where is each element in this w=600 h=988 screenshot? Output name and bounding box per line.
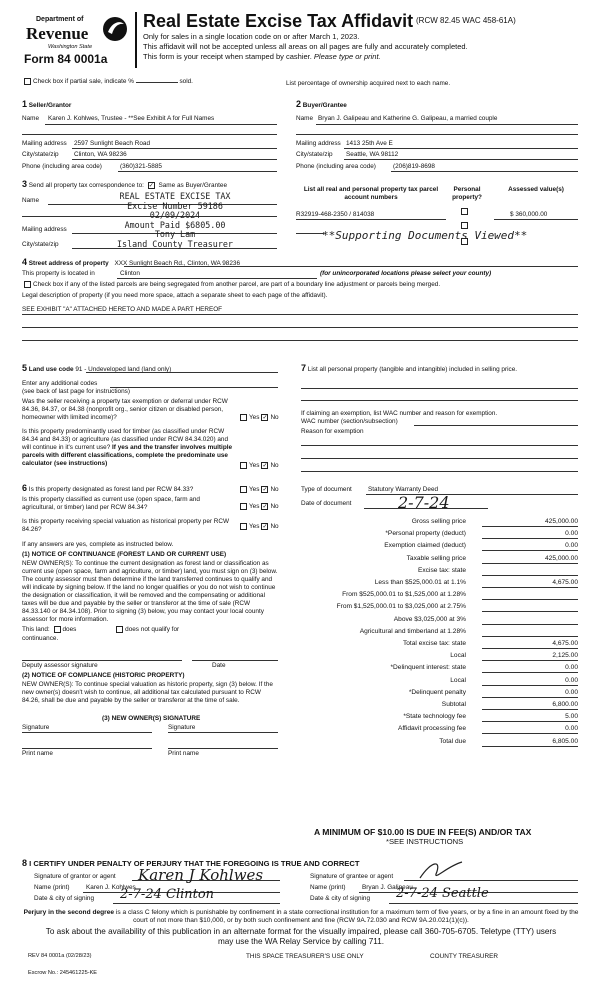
- historic-q: Is this property receiving special valuation as historical property per RCW 84.26?: [22, 518, 230, 533]
- tax-row: [301, 529, 578, 541]
- tax-row: [301, 615, 578, 627]
- any-yes: If any answers are yes, complete as instructed below.: [22, 541, 174, 548]
- tax-label: Affidavit processing fee: [397, 725, 466, 733]
- tax-label: From $1,525,000.01 to $3,025,000 at 2.75%: [336, 603, 466, 611]
- tax-value[interactable]: 0.00: [482, 688, 578, 698]
- current-use-q: Is this property classified as current use (open space, farm and agricultural, or timber) land per RCW 84.34?: [22, 496, 200, 511]
- same-as-buyer-checkbox[interactable]: ✓: [148, 182, 154, 189]
- q4-no[interactable]: ✓: [262, 504, 268, 510]
- street-value[interactable]: XXX Sunlight Beach Rd., Clinton, WA 98236: [114, 260, 241, 267]
- legal-value[interactable]: SEE EXHIBIT "A" ATTACHED HERETO AND MADE A PART HEREOF: [22, 306, 223, 313]
- tax-label: Excise tax: state: [417, 566, 466, 574]
- street-heading: 4 Street address of property XXX Sunlight Beach Rd., Clinton, WA 98236: [22, 257, 241, 267]
- tax-row: [301, 688, 578, 700]
- segregate-note: Check box if any of the listed parcels are being segregated from another parcel, are part of a boundary line adjustment or parcels being merged.: [22, 281, 578, 289]
- tax-row: [301, 517, 578, 529]
- buyer-heading: 2 Buyer/Grantee: [296, 99, 347, 109]
- located-label: This property is located in: [22, 270, 95, 277]
- tax-label: Total excise tax: state: [402, 640, 466, 647]
- tax-row: [301, 639, 578, 651]
- tax-label: Taxable selling price: [406, 554, 466, 562]
- tax-row: [301, 590, 578, 602]
- swoosh-icon: [102, 14, 128, 44]
- subtitle-3a: This form is your receipt when stamped by cashier.: [143, 52, 312, 61]
- continuance: continuance.: [22, 635, 59, 642]
- sig-label: Signature: [22, 724, 50, 731]
- personal-checkbox[interactable]: [461, 208, 468, 215]
- notice3-heading: (3) NEW OWNER(S) SIGNATURE: [102, 715, 201, 722]
- see-instructions: *SEE INSTRUCTIONS: [386, 837, 464, 846]
- tax-value[interactable]: 0.00: [482, 541, 578, 551]
- tax-row: [301, 663, 578, 675]
- header-divider: [135, 12, 137, 68]
- stamp-line: REAL ESTATE EXCISE TAX: [119, 191, 231, 201]
- add-codes-note: (see back of last page for instructions): [22, 388, 130, 395]
- grantor-date: 2-7-24 Clinton: [120, 887, 215, 902]
- q4-yes[interactable]: [240, 503, 247, 510]
- grantor-signature: Karen J Kohlwes: [138, 866, 264, 884]
- notice2-heading: (2) NOTICE OF COMPLIANCE (HISTORIC PROPERTY): [22, 672, 185, 679]
- treasurer-use-only: THIS SPACE TREASURER'S USE ONLY: [246, 953, 364, 960]
- tax-label: Above $3,025,000 at 3%: [393, 615, 466, 623]
- q1-no[interactable]: ✓: [262, 415, 268, 421]
- tax-label: *State technology fee: [403, 713, 466, 721]
- county-treasurer: COUNTY TREASURER: [430, 953, 498, 960]
- seller-mail[interactable]: 2597 Sunlight Beach Road: [74, 140, 151, 147]
- tax-row: [301, 566, 578, 578]
- tax-value[interactable]: 425,000.00: [482, 517, 578, 527]
- tax-label: Exemption claimed (deduct): [384, 542, 466, 550]
- q1-yesno: Yes ✓ No: [238, 414, 279, 422]
- q3-yes[interactable]: [240, 486, 247, 493]
- seller-heading: 1 Seller/Grantor: [22, 99, 72, 109]
- corr-name-label: Name: [22, 197, 40, 204]
- seller-mail-label: Mailing address: [22, 140, 67, 147]
- seller-name-label: Name: [22, 115, 40, 122]
- personal-head: Personal property?: [452, 186, 482, 201]
- subtitle-1: Only for sales in a single location code on or after March 1, 2023.: [143, 32, 360, 41]
- tax-label: Agricultural and timberland at 1.28%: [359, 627, 466, 635]
- buyer-name[interactable]: Bryan J. Galipeau and Katherine G. Galipeau, a married couple: [318, 115, 498, 122]
- sig-label: Signature: [168, 724, 196, 731]
- q4-yesno: Yes ✓ No: [238, 503, 279, 511]
- certify-heading: 8 I CERTIFY UNDER PENALTY OF PERJURY THAT THE FOREGOING IS TRUE AND CORRECT: [22, 858, 360, 868]
- perjury-note: Perjury in the second degree is a class C felony which is punishable by confinement in a state correctional institution for a maximum term of five years, or by a fine in an amount fixed by the court of not more than $10,000, or by both such confinement and fine (RCW 9A.72.030 and RCW 9A.20.021(1)(c)).: [23, 909, 579, 924]
- doc-date-label: Date of document: [301, 500, 352, 507]
- dept-label: Department of: [36, 16, 84, 23]
- parcel-number[interactable]: R32919-468-2350 / 814038: [296, 211, 375, 218]
- landuse-value[interactable]: 91 - Undeveloped land (land only): [75, 366, 172, 373]
- located-value[interactable]: Clinton: [120, 270, 140, 277]
- tax-label: *Delinquent interest: state: [390, 664, 466, 672]
- tax-value[interactable]: 0.00: [482, 529, 578, 539]
- assessed-head: Assessed value(s): [508, 186, 564, 193]
- tax-label: From $525,000.01 to $1,525,000 at 1.28%: [342, 591, 466, 599]
- seller-name[interactable]: Karen J. Kohlwes, Trustee - **See Exhibit A for Full Names: [48, 115, 215, 122]
- grantee-date: 2-7-24 Seattle: [396, 886, 489, 901]
- tax-label: Local: [450, 676, 466, 684]
- alt-format-note: To ask about the availability of this publication in an alternate format for the visually impaired, please call 360-705-6705. Teletype (TTY) users may use the WA Relay Service by calling 711.: [45, 927, 557, 946]
- uninc-note: (for unincorporated locations please select your county): [320, 270, 492, 277]
- sold-label: sold.: [179, 78, 193, 86]
- tax-label: Less than $525,000.01 at 1.1%: [374, 579, 466, 586]
- does-checkbox[interactable]: [54, 626, 61, 633]
- tax-row: [301, 627, 578, 639]
- stamp-line: Excise Number 59186: [127, 200, 223, 211]
- grantor-name-label: Name (print): [34, 884, 70, 891]
- q3-no[interactable]: ✓: [262, 487, 268, 493]
- tax-row: [301, 712, 578, 724]
- tax-row: [301, 578, 578, 590]
- buyer-phone-label: Phone (including area code): [296, 163, 376, 170]
- tax-row: [301, 651, 578, 663]
- tax-row: [301, 737, 578, 749]
- rcw-ref: (RCW 82.45 WAC 458-61A): [416, 16, 516, 25]
- q1-yes[interactable]: [240, 414, 247, 421]
- seller-city-label: City/state/zip: [22, 151, 59, 158]
- tax-label: Gross selling price: [411, 518, 466, 525]
- tax-label: Total due: [439, 737, 466, 745]
- doc-type-label: Type of document: [301, 486, 352, 493]
- tax-value[interactable]: 0.00: [482, 676, 578, 686]
- tax-label: Subtotal: [441, 701, 466, 708]
- stamp-line: Amount Paid $6805.00: [124, 219, 226, 230]
- does-not-checkbox[interactable]: [116, 626, 123, 633]
- tax-label: *Delinquent penalty: [408, 688, 466, 696]
- q2-no[interactable]: ✓: [262, 463, 268, 469]
- buyer-mail-label: Mailing address: [296, 140, 341, 147]
- notice1-heading: (1) NOTICE OF CONTINUANCE (FOREST LAND OR CURRENT USE): [22, 551, 227, 558]
- q2-yes[interactable]: [240, 462, 247, 469]
- deputy-sig: Deputy assessor signature: [22, 662, 98, 669]
- add-codes: Enter any additional codes: [22, 380, 98, 387]
- buyer-city[interactable]: Seattle, WA 98112: [346, 151, 399, 158]
- minimum-note: A MINIMUM OF $10.00 IS DUE IN FEE(S) AND/OR TAX: [314, 827, 532, 837]
- grantor-sig-label: Signature of grantor or agent: [34, 873, 116, 880]
- corr-city-label: City/state/zip: [22, 241, 59, 248]
- exemption-question: Was the seller receiving a property tax exemption or deferral under RCW 84.36, 84.37, or 84.38 (nonprofit org., senior citizen or disabled person, homeowner with limited income)?: [22, 398, 228, 421]
- tax-value[interactable]: 4,675.00: [482, 578, 578, 588]
- tax-value[interactable]: 6,800.00: [482, 700, 578, 710]
- tax-row: [301, 700, 578, 712]
- tax-row: [301, 554, 578, 566]
- exemption-label: If claiming an exemption, list WAC number and reason for exemption.: [301, 410, 498, 417]
- print-label: Print name: [22, 750, 53, 757]
- grantor-name[interactable]: Karen J. Kohlwes: [86, 884, 136, 891]
- landuse-heading: 5 Land use code 91 - Undeveloped land (land only): [22, 363, 172, 373]
- subtitle-3: [143, 53, 381, 61]
- notice2-text: NEW OWNER(S): To continue special valuation as historic property, sign (3) below. If the new owner(s) doesn't wish to continue, all additional tax calculated pursuant to RCW 84.26, shall be due and payable by the seller or transferor at the time of sale.: [22, 681, 273, 704]
- tax-value[interactable]: 2,125.00: [482, 651, 578, 661]
- buyer-phone[interactable]: (206)819-8698: [393, 163, 435, 170]
- tax-row: [301, 724, 578, 736]
- tax-value[interactable]: [482, 615, 578, 625]
- stamp-line: Island County Treasurer: [117, 238, 233, 249]
- this-land: This land: does does not qualify for: [22, 626, 180, 634]
- q5-yes[interactable]: [240, 523, 247, 530]
- tax-row: [301, 602, 578, 614]
- buyer-mail[interactable]: 1413 25th Ave E: [346, 140, 393, 147]
- stamp-line: 02/09/2024: [149, 210, 201, 221]
- seller-city[interactable]: Clinton, WA 98236: [74, 151, 127, 158]
- grantee-name-label: Name (print): [310, 884, 346, 891]
- tax-label: Local: [450, 652, 466, 660]
- grantee-date-label: Date & city of signing: [310, 895, 371, 902]
- grantee-signature-icon: [412, 858, 472, 882]
- tax-value[interactable]: 425,000.00: [482, 554, 578, 564]
- tax-value[interactable]: 4,675.00: [482, 639, 578, 649]
- deputy-date: Date: [212, 662, 226, 669]
- q5-no[interactable]: ✓: [262, 524, 268, 530]
- seller-phone-label: Phone (including area code): [22, 163, 102, 170]
- stamp-line: Tony Lam: [154, 229, 196, 240]
- wac-label: WAC number (section/subsection): [301, 418, 398, 425]
- grantee-sig-label: Signature of grantee or agent: [310, 873, 394, 880]
- subtitle-2: This affidavit will not be accepted unless all areas on all pages are fully and accurately completed.: [143, 42, 468, 51]
- seller-phone[interactable]: (360)321-5885: [120, 163, 162, 170]
- partial-checkbox[interactable]: [24, 78, 31, 85]
- print-label: Print name: [168, 750, 199, 757]
- tax-value[interactable]: [482, 602, 578, 612]
- ownership-note: List percentage of ownership acquired next to each name.: [286, 80, 451, 87]
- parcel-head: List all real and personal property tax parcel account numbers: [303, 186, 439, 201]
- reason-label: Reason for exemption: [301, 428, 364, 435]
- assessed-value[interactable]: $ 360,000.00: [510, 211, 548, 218]
- state-label: Washington State: [48, 44, 93, 50]
- tax-value[interactable]: [482, 627, 578, 637]
- tax-value[interactable]: 0.00: [482, 663, 578, 673]
- q2-yesno: Yes ✓ No: [238, 462, 279, 470]
- revenue-word: Revenue: [26, 24, 89, 43]
- timber-question: Is this property predominantly used for timber (as classified under RCW 84.34 and 84.33) or agriculture (as classified under RCW 84.34.020) and will continue in it's current use? If yes and the transfer involves multiple parcels with different classifications, complete the predominate use calculator (see instructions): [22, 428, 233, 467]
- corr-heading: 3 Send all property tax correspondence to: ✓ Same as Buyer/Grantee: [22, 179, 228, 189]
- personal-prop-heading: 7 List all personal property (tangible and intangible) included in selling price.: [301, 363, 518, 373]
- treasurer-stamp: [115, 192, 235, 250]
- supporting-docs-stamp: **Supporting Documents Viewed**: [322, 229, 528, 242]
- notice1-text: NEW OWNER(S): To continue the current designation as forest land or classification as current use (open space, farm and agriculture, or timber) land, you must sign on (3) below. The county assessor must then determine if the land transferred continues to qualify and will indicate by signing below. If the land no longer qualifies or you do not wish to continue the designation or classification, it will be removed and the compensating or additional taxes will be due and payable by the seller or transferor at the time of sale (RCW 84.33.140 or 84.34.108). Prior to signing (3) below, you may contact your local county assessor for more information.: [22, 560, 278, 623]
- partial-label: Check box if partial sale, indicate %: [33, 78, 134, 86]
- buyer-name-label: Name: [296, 115, 314, 122]
- tax-value[interactable]: 6,805.00: [482, 737, 578, 747]
- form-title: Real Estate Excise Tax Affidavit: [143, 11, 414, 31]
- tax-value[interactable]: [482, 590, 578, 600]
- doc-date[interactable]: 2-7-24: [398, 493, 450, 512]
- rev-code: REV 84 0001a (02/28/23): [28, 953, 92, 959]
- grantor-date-label: Date & city of signing: [34, 895, 95, 902]
- tax-value[interactable]: 0.00: [482, 724, 578, 734]
- personal-checkbox[interactable]: [461, 222, 468, 229]
- tax-value[interactable]: 5.00: [482, 712, 578, 722]
- corr-mail-label: Mailing address: [22, 226, 67, 233]
- subtitle-3b: Please type or print.: [313, 52, 381, 61]
- grantee-name[interactable]: Bryan J. Galipeau: [362, 884, 413, 891]
- tax-row: [301, 676, 578, 688]
- tax-row: [301, 541, 578, 553]
- form-number: Form 84 0001a: [24, 52, 108, 66]
- forest-q: 6 Is this property designated as forest land per RCW 84.33?: [22, 483, 194, 493]
- escrow-number: Escrow No.: 245461225-KE: [28, 970, 98, 976]
- q5-yesno: Yes ✓ No: [238, 523, 279, 531]
- segregate-checkbox[interactable]: [24, 281, 31, 288]
- buyer-city-label: City/state/zip: [296, 151, 333, 158]
- partial-sale: [22, 78, 193, 86]
- legal-label: Legal description of property (if you need more space, attach a separate sheet to each page of the affidavit).: [22, 292, 328, 299]
- tax-value[interactable]: [482, 566, 578, 576]
- tax-label: *Personal property (deduct): [385, 530, 466, 538]
- q3-yesno: Yes ✓ No: [238, 486, 279, 494]
- doc-type[interactable]: Statutory Warranty Deed: [368, 486, 439, 493]
